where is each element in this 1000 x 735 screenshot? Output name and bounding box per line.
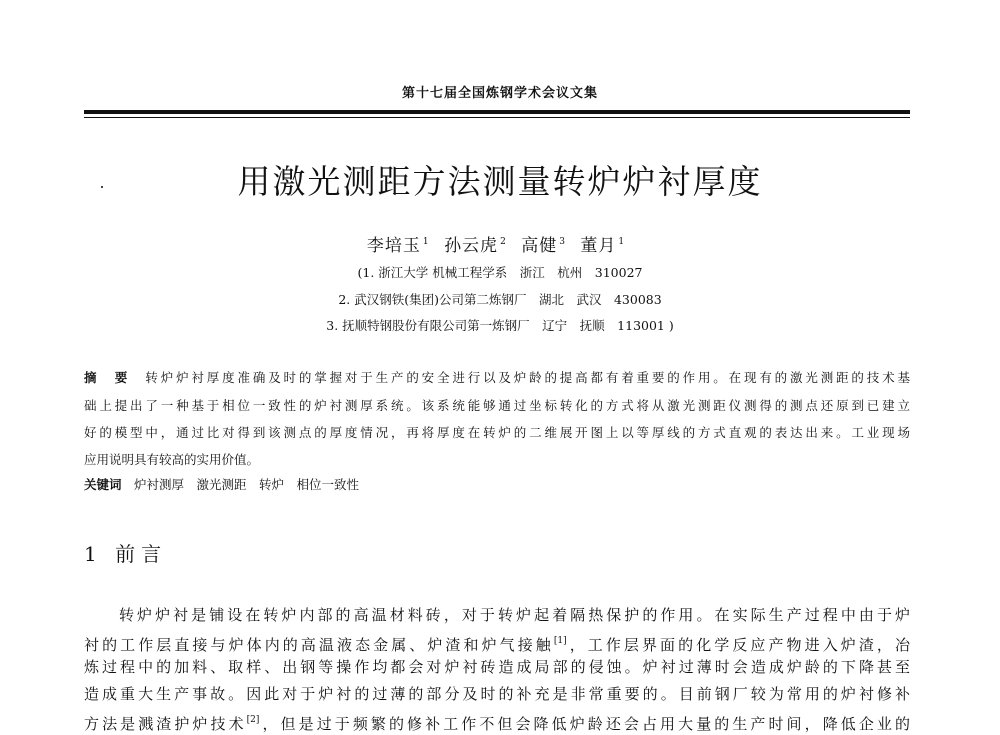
affiliation-2: 2. 武汉钢铁(集团)公司第二炼钢厂 湖北 武汉 430083	[338, 292, 662, 307]
citation-ref: [2]	[246, 715, 260, 725]
body-line	[84, 631, 910, 655]
section-title: 前言	[115, 542, 168, 566]
abstract-line	[84, 368, 910, 387]
author-affil-mark: 1	[422, 237, 430, 247]
author-name: 李培玉	[366, 236, 421, 256]
keywords-line	[84, 475, 910, 494]
body-line: 造成重大生产事故。因此对于炉衬的过薄的部分及时的补充是非常重要的。目前钢厂较为常用的炉衬修补	[84, 685, 910, 703]
abstract-line: 础上提出了一种基于相位一致性的炉衬测厚系统。该系统能够通过坐标转化的方式将从激光测距仪测得的测点还原到已建立	[84, 398, 910, 413]
header-rule-thick	[84, 110, 910, 114]
author-affil-mark: 2	[500, 237, 507, 247]
abstract-label: 摘 要	[84, 370, 131, 385]
section-number: 1	[84, 542, 103, 566]
paper-title: 用激光测距方法测量转炉炉衬厚度	[237, 162, 763, 201]
running-header: 第十七届全国炼钢学术会议文集	[401, 86, 598, 101]
body-line	[84, 710, 910, 734]
keywords-text: 炉衬测厚 激光测距 转炉 相位一致性	[134, 477, 360, 492]
body-text: ，工作层界面的化学反应产物进入炉渣，冶	[566, 636, 910, 654]
abstract-line: 好的模型中，通过比对得到该测点的厚度情况，再将厚度在转炉的二维展开图上以等厚线的方式直观的表达出来。工业现场	[84, 425, 910, 440]
keywords-label: 关键词	[84, 477, 122, 492]
author-affil-mark: 3	[559, 237, 566, 247]
author-name: 高健	[521, 236, 558, 256]
body-text: 衬的工作层直接与炉体内的高温液态金属、炉渣和炉气接触	[84, 636, 554, 654]
body-line: 炼过程中的加料、取样、出钢等操作均都会对炉衬砖造成局部的侵蚀。炉衬过薄时会造成炉龄的下降甚至	[84, 658, 910, 676]
author-name: 孙云虎	[444, 236, 499, 256]
author-list	[0, 231, 1000, 256]
body-text: 方法是溅渣护炉技术	[84, 715, 247, 733]
abstract-text: 转炉炉衬厚度准确及时的掌握对于生产的安全进行以及炉龄的提高都有着重要的作用。在现有的激光测距的技术基	[145, 370, 910, 385]
author-name: 董月	[580, 236, 617, 256]
section-heading	[84, 538, 167, 567]
body-text: ，但是过于频繁的修补工作不但会降低炉龄还会占用大量的生产时间，降低企业的	[259, 715, 910, 733]
body-line: 转炉炉衬是铺设在转炉内部的高温材料砖，对于转炉起着隔热保护的作用。在实际生产过程中由于炉	[119, 606, 910, 624]
header-rule-thin	[84, 117, 910, 118]
abstract-line: 应用说明具有较高的实用价值。	[84, 452, 260, 467]
citation-ref: [1]	[553, 636, 567, 646]
affiliation-3: 3. 抚顺特钢股份有限公司第一炼钢厂 辽宁 抚顺 113001 )	[326, 318, 674, 333]
author-affil-mark: 1	[618, 237, 626, 247]
affiliation-1: (1. 浙江大学 机械工程学系 浙江 杭州 310027	[357, 265, 643, 280]
